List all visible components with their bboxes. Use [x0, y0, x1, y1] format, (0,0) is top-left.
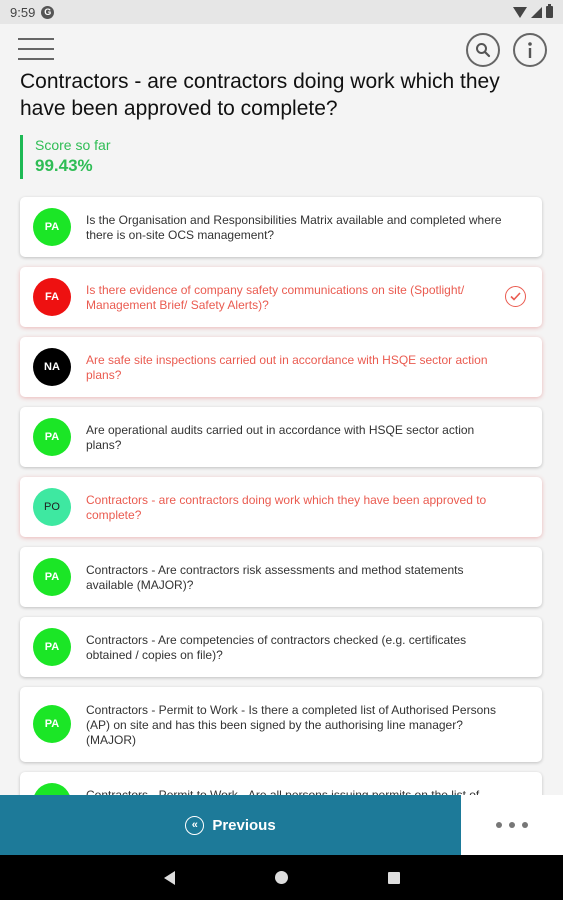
question-text: Is there evidence of company safety communications on site (Spotlight/ Management Brief/ Safety Alerts)? — [86, 283, 465, 312]
status-badge: NA — [33, 348, 71, 386]
double-chevron-left-icon: « — [185, 816, 204, 835]
status-time: 9:59 — [10, 4, 36, 20]
question-text: Are safe site inspections carried out in accordance with HSQE sector action plans? — [86, 353, 488, 382]
dot-icon — [522, 822, 528, 828]
recent-apps-icon[interactable] — [388, 872, 400, 884]
info-button[interactable] — [513, 33, 547, 67]
previous-label: Previous — [212, 816, 276, 834]
question-card[interactable] — [20, 407, 542, 467]
status-badge: PA — [33, 628, 71, 666]
question-card[interactable] — [20, 267, 542, 327]
question-card[interactable] — [20, 617, 542, 677]
android-nav-bar — [0, 855, 563, 900]
score-label: Score so far — [35, 137, 111, 153]
question-text: Is the Organisation and Responsibilities Matrix available and completed where there is on-site OCS management? — [86, 213, 502, 242]
question-text: Contractors - Are competencies of contractors checked (e.g. certificates obtained / copies on file)? — [86, 633, 467, 662]
search-icon — [475, 42, 491, 58]
dot-icon — [509, 822, 515, 828]
more-options-button[interactable] — [461, 795, 563, 855]
question-card[interactable] — [20, 547, 542, 607]
question-card[interactable] — [20, 337, 542, 397]
hamburger-icon[interactable] — [18, 37, 54, 61]
status-badge: PA — [33, 208, 71, 246]
question-card[interactable] — [20, 687, 542, 762]
question-card[interactable] — [20, 477, 542, 537]
status-badge: FA — [33, 278, 71, 316]
question-text: Are operational audits carried out in accordance with HSQE sector action plans? — [86, 423, 475, 452]
info-icon — [523, 41, 537, 59]
status-badge: PA — [33, 558, 71, 596]
signal-icon — [531, 7, 542, 18]
page-title: Contractors - are contractors doing work which they have been approved to complete? — [20, 70, 500, 120]
status-badge: PA — [33, 418, 71, 456]
dot-icon — [496, 822, 502, 828]
bottom-bar — [0, 795, 563, 855]
score-panel — [20, 135, 110, 179]
search-button[interactable] — [466, 33, 500, 67]
status-bar — [0, 0, 563, 24]
back-icon[interactable] — [164, 871, 175, 885]
question-text: Contractors - Permit to Work - Is there a completed list of Authorised Persons (AP) on site and has this been signed by the authorising line manager? (MAJOR) — [86, 703, 496, 747]
status-badge: PO — [33, 488, 71, 526]
checkmark-icon — [510, 292, 521, 301]
question-card[interactable] — [20, 197, 542, 257]
question-text: Contractors - are contractors doing work which they have been approved to complete? — [86, 493, 487, 522]
question-text: Contractors - Are contractors risk assessments and method statements available (MAJOR)? — [86, 563, 464, 592]
check-circle-icon[interactable] — [505, 286, 526, 307]
previous-button[interactable] — [0, 795, 461, 855]
status-icons — [513, 6, 553, 18]
top-bar — [0, 24, 563, 74]
question-list[interactable] — [20, 197, 542, 795]
status-badge: PA — [33, 705, 71, 743]
score-value: 99.43% — [35, 156, 93, 175]
g-icon: G — [41, 6, 54, 19]
home-icon[interactable] — [275, 871, 288, 884]
battery-icon — [546, 6, 553, 18]
wifi-icon — [513, 7, 527, 18]
